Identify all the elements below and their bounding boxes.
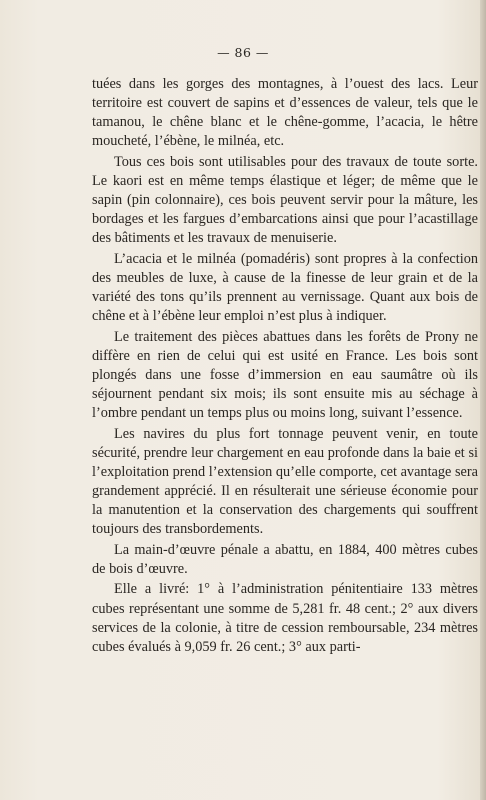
page-edge <box>480 0 486 800</box>
paragraph: L’acacia et le milnéa (pomadéris) sont propres à la confection des meubles de luxe, à cause de la finesse de leur grain et de la variété des tons qu’ils prennent au vernissage. Quant aux bois de chêne et à l’ébène leur emploi n’est plus à indiquer. <box>92 250 478 325</box>
paragraph: Le traitement des pièces abattues dans les forêts de Prony ne diffère en rien de celui qui est usité en France. Les bois sont plongés dans une fosse d’immersion en eau saumâtre où ils séjournent pendant six mois; ils sont ensuite mis au séchage à l’ombre pendant un temps plus ou moins long, suivant l’essence. <box>92 328 478 422</box>
page-number: — 86 — <box>217 45 269 60</box>
paragraph: La main-d’œuvre pénale a abattu, en 1884, 400 mètres cubes de bois d’œuvre. <box>92 541 478 577</box>
paragraph: Elle a livré: 1° à l’administration pénitentiaire 133 mètres cubes représentant une somme de 5,281 fr. 48 cent.; 2° aux divers services de la colonie, à titre de cession remboursable, 234 mètres cubes évalués à 9,059 fr. 26 cent.; 3° aux parti- <box>92 581 478 655</box>
body-text <box>92 75 478 658</box>
paragraph: Les navires du plus fort tonnage peuvent venir, en toute sécurité, prendre leur chargement en eau profonde dans la baie et si l’exploitation prend l’extension qu’elle comporte, cet avantage sera grandement apprécié. Il en résulterait une sérieuse économie pour la manutention et la conservation des chargements qui souffrent toujours des transbordements. <box>92 425 478 538</box>
paragraph: Tous ces bois sont utilisables pour des travaux de toute sorte. Le kaori est en même temps élastique et léger; de même que le sapin (pin colonnaire), ces bois peuvent servir pour la mâture, les bordages et les fargues d’embarcations ainsi que pour l’acastillage des bâtiments et les travaux de menuiserie. <box>92 153 478 247</box>
paragraph: tuées dans les gorges des montagnes, à l’ouest des lacs. Leur territoire est couvert de sapins et d’essences de valeur, tels que le tamanou, le chêne blanc et le chêne-gomme, l’acacia, le hêtre moucheté, l’ébène, le milnéa, etc. <box>92 76 478 150</box>
